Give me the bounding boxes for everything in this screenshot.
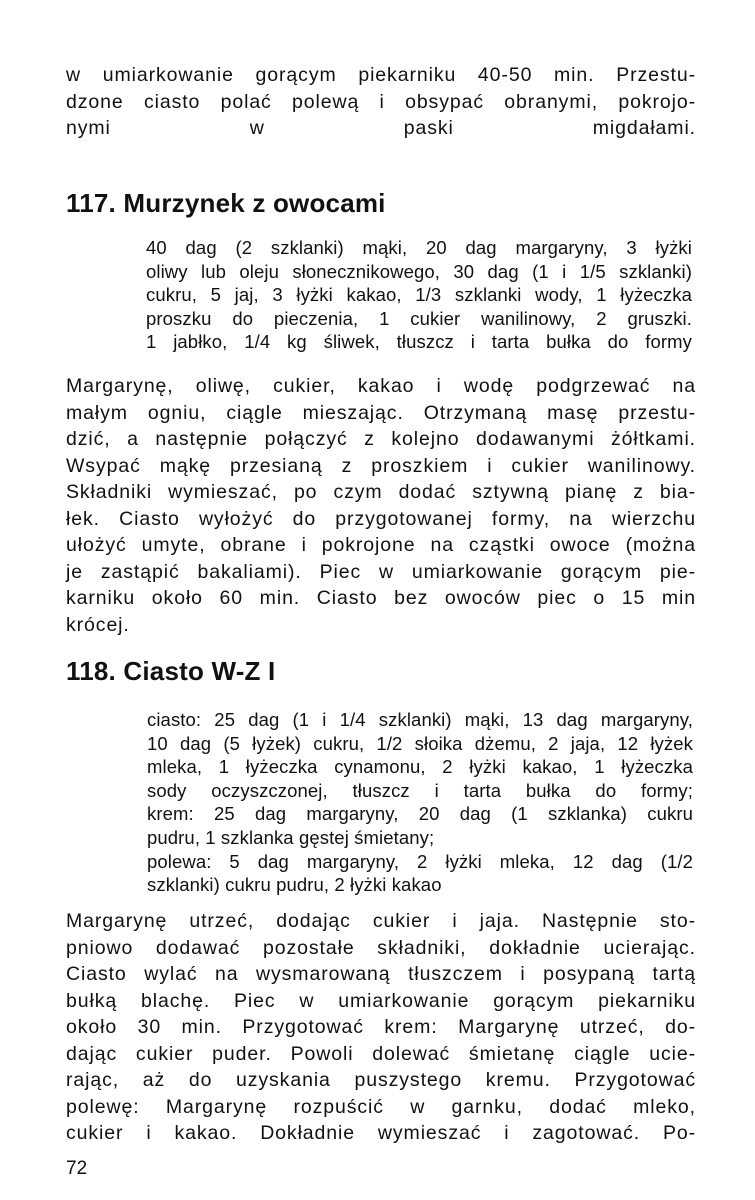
text-line: je zastąpić bakaliami). Piec w umiarkowanie gorącym pie- <box>66 560 696 583</box>
text-line: Ciasto wylać na wysmarowaną tłuszczem i posypaną tartą <box>66 963 696 985</box>
text-line: ułożyć umyte, obrane i pokrojone na cząstki owoce (można <box>66 534 696 556</box>
recipe-118-title: 118. Ciasto W-Z I <box>66 656 276 686</box>
text-line: dzić, a następnie połączyć z kolejno dodawanymi żółtkami. <box>66 428 696 450</box>
ingredient-line: szklanki) cukru pudru, 2 łyżki kakao <box>147 874 442 896</box>
text-line: w umiarkowanie gorącym piekarniku 40-50 min. Przestu- <box>66 64 696 86</box>
text-line: nymi w paski migdałami. <box>66 117 696 139</box>
text-line: rając, aż do uzyskania puszystego kremu. Przygotować <box>66 1069 696 1091</box>
intro-paragraph <box>66 62 696 142</box>
ingredient-line: oliwy lub oleju słonecznikowego, 30 dag (1 i 1/5 szklanki) <box>146 260 692 282</box>
ingredient-line: pudru, 1 szklanka gęstej śmietany; <box>147 826 435 848</box>
recipe-117-title: 117. Murzynek z owocami <box>66 188 386 218</box>
ingredient-line: proszku do pieczenia, 1 cukier wanilinowy, 2 gruszki. <box>146 307 692 329</box>
recipe-117-method <box>66 373 696 638</box>
text-line: łek. Ciasto wyłożyć do przygotowanej formy, na wierzchu <box>66 507 696 530</box>
text-line: pniowo dodawać pozostałe składniki, dokładnie ucierając. <box>66 936 696 959</box>
recipe-118-ingredients <box>147 708 693 897</box>
ingredient-line: cukru, 5 jaj, 3 łyżki kakao, 1/3 szklanki wody, 1 łyżeczka <box>146 284 692 306</box>
text-line: polewę: Margarynę rozpuścić w garnku, dodać mleko, <box>66 1095 696 1118</box>
text-line: karniku około 60 min. Ciasto bez owoców piec o 15 min <box>66 587 696 609</box>
text-line: Margarynę utrzeć, dodając cukier i jaja. Następnie sto- <box>66 910 696 932</box>
text-line: cukier i kakao. Dokładnie wymieszać i zagotować. Po- <box>66 1122 696 1144</box>
ingredient-line: ciasto: 25 dag (1 i 1/4 szklanki) mąki, 13 dag margaryny, <box>147 709 693 730</box>
ingredient-line: polewa: 5 dag margaryny, 2 łyżki mleka, 12 dag (1/2 <box>147 850 693 872</box>
text-line: dając cukier puder. Powoli dolewać śmietanę ciągle ucie- <box>66 1042 696 1065</box>
text-line: Margarynę, oliwę, cukier, kakao i wodę podgrzewać na <box>66 375 696 397</box>
recipe-117-ingredients <box>146 236 692 354</box>
text-line: Wsypać mąkę przesianą z proszkiem i cukier wanilinowy. <box>66 454 696 477</box>
recipe-118-method <box>66 908 696 1147</box>
text-line: bułką blachę. Piec w umiarkowanie gorącym piekarniku <box>66 989 696 1012</box>
ingredient-line: mleka, 1 łyżeczka cynamonu, 2 łyżki kakao, 1 łyżeczka <box>147 756 693 778</box>
text-line: dzone ciasto polać polewą i obsypać obranymi, pokrojo- <box>66 90 696 113</box>
text-line: krócej. <box>66 613 130 636</box>
ingredient-line: 1 jabłko, 1/4 kg śliwek, tłuszcz i tarta bułka do formy <box>146 331 692 353</box>
ingredient-line: 40 dag (2 szklanki) mąki, 20 dag margaryny, 3 łyżki <box>146 237 692 258</box>
ingredient-line: sody oczyszczonej, tłuszcz i tarta bułka do formy; <box>147 779 693 801</box>
ingredient-line: krem: 25 dag margaryny, 20 dag (1 szklanka) cukru <box>147 803 693 825</box>
text-line: około 30 min. Przygotować krem: Margarynę utrzeć, do- <box>66 1016 696 1038</box>
ingredient-line: 10 dag (5 łyżek) cukru, 1/2 słoika dżemu, 2 jaja, 12 łyżek <box>147 732 693 754</box>
page-number: 72 <box>66 1158 88 1179</box>
text-line: małym ogniu, ciągle mieszając. Otrzymaną masę przestu- <box>66 401 696 424</box>
text-line: Składniki wymieszać, po czym dodać sztywną pianę z bia- <box>66 481 696 503</box>
